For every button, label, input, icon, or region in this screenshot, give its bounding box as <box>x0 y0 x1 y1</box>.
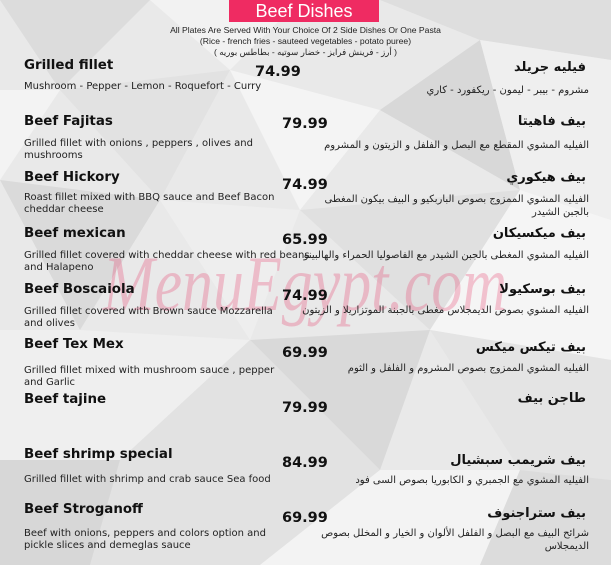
item-price: 69.99 <box>282 345 328 361</box>
item-description-arabic: الفيليه المشوي الممزوج بصوص المشروم و الفلفل و الثوم <box>347 363 589 374</box>
item-description: Mushroom - Pepper - Lemon - Roquefort - Curry <box>24 81 262 92</box>
item-description-arabic: الفيليه المشوي الممزوج بصوص الباربكيو و البيف بيكون المغطى بالجبن الشيدر <box>324 194 589 218</box>
menu-item <box>0 226 611 282</box>
item-description: Grilled fillet mixed with mushroom sauce , pepper and Garlic <box>24 365 275 388</box>
subtitle-side-options: (Rice - french fries - sauteed vegetables - potato puree) <box>199 36 412 46</box>
item-name: Beef Stroganoff <box>24 502 143 517</box>
item-description: Grilled fillet with onions , peppers , olives and mushrooms <box>24 138 253 161</box>
item-name: Beef Tex Mex <box>24 337 124 352</box>
item-name: Beef tajine <box>24 392 107 407</box>
subtitle-arabic: ( أرز - فرينش فرايز - خضار سوتيه - بطاطس بوريه ) <box>213 47 398 57</box>
item-name-arabic: بيف ميكسيكان <box>492 226 586 241</box>
item-name-arabic: بيف تيكس ميكس <box>475 340 586 355</box>
menu-item <box>0 447 611 503</box>
item-name: Beef mexican <box>24 226 126 241</box>
item-name: Beef Hickory <box>24 170 120 185</box>
menu-item <box>0 337 611 393</box>
section-title: Beef Dishes <box>229 0 379 22</box>
item-price: 79.99 <box>282 400 328 416</box>
item-description: Beef with onions, peppers and colors option and pickle slices and demeglas sauce <box>24 528 266 551</box>
item-description: Grilled fillet covered with Brown sauce Mozzarella and olives <box>24 306 273 329</box>
item-description-arabic: شرائح البيف مع البصل و الفلفل الألوان و الخيار و المخلل بصوص الديمجلاس <box>321 528 589 552</box>
item-description: Roast fillet mixed with BBQ sauce and Beef Bacon cheddar cheese <box>24 192 275 215</box>
item-name-arabic: فيليه جريلد <box>514 60 586 75</box>
item-name-arabic: بيف فاهيتا <box>517 114 586 129</box>
item-name-arabic: بيف ستراجنوف <box>487 506 586 521</box>
item-description-arabic: الفيليه المشوي المقطع مع البصل و الفلفل و الزيتون و المشروم <box>324 140 589 151</box>
item-price: 84.99 <box>282 455 328 471</box>
item-name-arabic: طاجن بيف <box>517 391 586 406</box>
item-description: Grilled fillet covered with cheddar cheese with red beans and Halapeno <box>24 250 310 273</box>
item-price: 74.99 <box>282 288 328 304</box>
menu-item <box>0 392 611 448</box>
menu-item <box>0 170 611 226</box>
item-price: 69.99 <box>282 510 328 526</box>
menu-item <box>0 58 611 114</box>
item-name: Beef Boscaiola <box>24 282 135 297</box>
watermark-text: MenuEgypt.com <box>102 240 507 327</box>
item-price: 79.99 <box>282 116 328 132</box>
item-price: 74.99 <box>255 64 301 80</box>
item-name-arabic: بيف شريمب سبشيال <box>450 453 586 468</box>
subtitle-serving-note: All Plates Are Served With Your Choice Of 2 Side Dishes Or One Pasta <box>170 25 441 35</box>
item-price: 74.99 <box>282 177 328 193</box>
item-name: Beef shrimp special <box>24 447 173 462</box>
item-description-arabic: الفيليه المشوي بصوص الديمجلاس مغطى بالجبنة الموتزاريلا و الزيتون <box>302 305 589 316</box>
item-description: Grilled fillet with shrimp and crab sauce Sea food <box>24 474 271 485</box>
item-description-arabic: الفيليه المشوي مع الجمبري و الكابوريا بصوص السى فود <box>355 475 589 486</box>
menu-item <box>0 114 611 170</box>
item-name: Beef Fajitas <box>24 114 113 129</box>
menu-item <box>0 282 611 338</box>
menu-item <box>0 502 611 564</box>
item-price: 65.99 <box>282 232 328 248</box>
item-name-arabic: بيف بوسكيولا <box>499 282 586 297</box>
item-description-arabic: الفيليه المشوي المغطى بالجبن الشيدر مع الفاصوليا الحمراء والهالبينو <box>303 250 589 261</box>
item-name: Grilled fillet <box>24 58 114 73</box>
item-description-arabic: مشروم - بيبر - ليمون - ريكفورد - كاري <box>426 85 589 96</box>
item-name-arabic: بيف هيكوري <box>506 170 586 185</box>
